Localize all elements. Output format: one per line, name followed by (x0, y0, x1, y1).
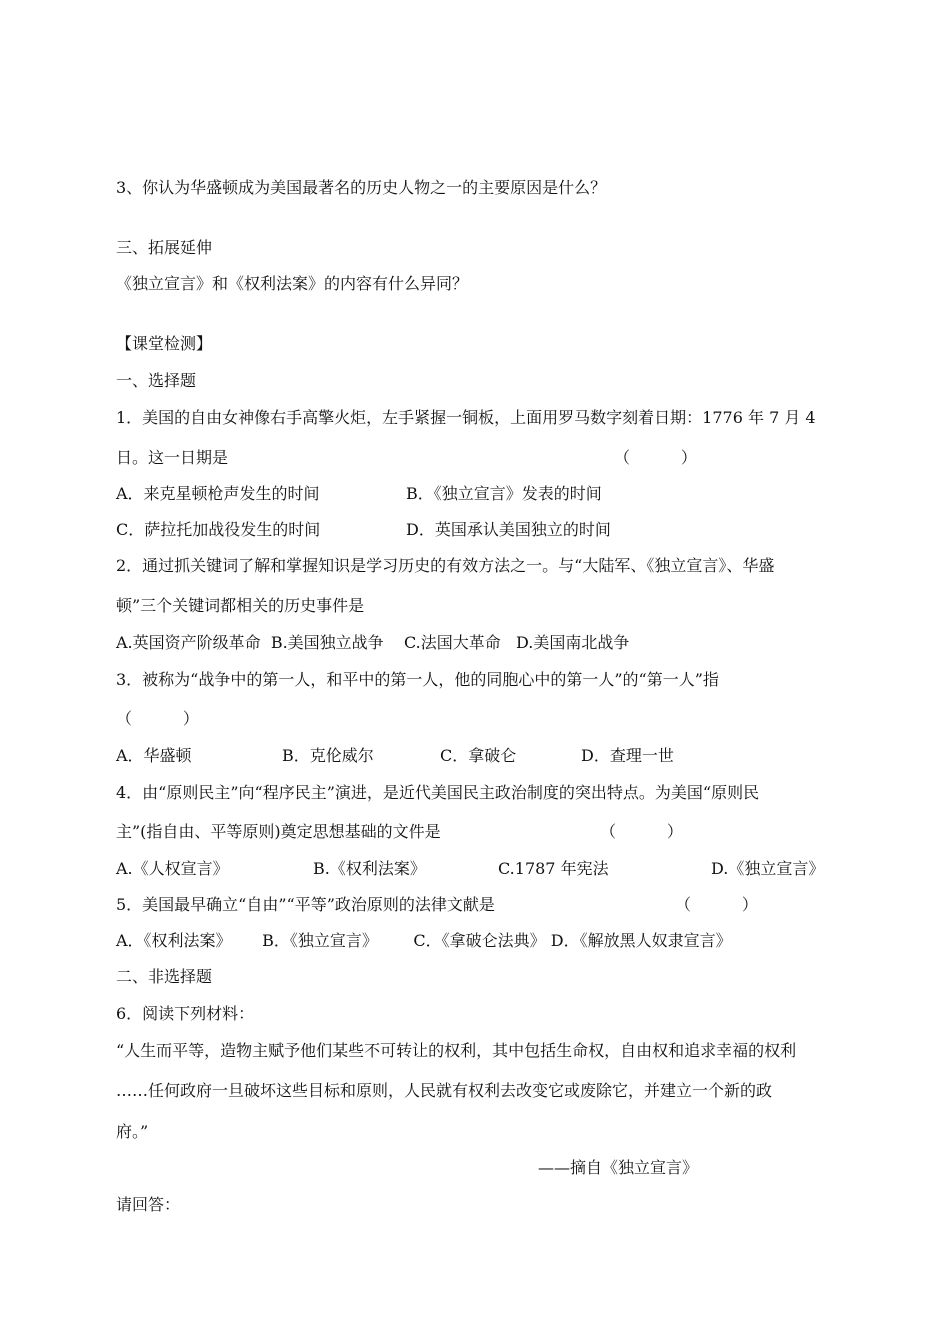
non-choice-section-heading: 二、非选择题 (116, 967, 213, 986)
q4-option-c: C.1787 年宪法 (498, 859, 609, 878)
q3-answer-blank: （ ） (116, 709, 199, 728)
q1-stem-line2: 日。这一日期是 (116, 448, 229, 467)
q3-option-c: C．拿破仑 (440, 746, 517, 765)
q4-option-a: A.《人权宣言》 (116, 859, 229, 878)
q4-stem-line1: 4．由“原则民主”向“程序民主”演进，是近代美国民主政治制度的突出特点。为美国“原则民 (116, 783, 760, 802)
q1-option-b: B．《独立宣言》发表的时间 (406, 484, 602, 503)
q5-stem: 5．美国最早确立“自由”“平等”政治原则的法律文献是 (116, 895, 495, 914)
q1-answer-blank: （ ） (614, 448, 697, 467)
q4-stem-line2: 主”(指自由、平等原则)奠定思想基础的文件是 (116, 822, 441, 841)
q1-option-d: D．英国承认美国独立的时间 (406, 520, 611, 539)
q1-option-a: A．来克星顿枪声发生的时间 (116, 484, 320, 503)
open-question-3: 3、你认为华盛顿成为美国最著名的历史人物之一的主要原因是什么？ (116, 178, 607, 197)
q4-option-b: B.《权利法案》 (313, 859, 426, 878)
q3-stem-line1: 3．被称为“战争中的第一人，和平中的第一人，他的同胞心中的第一人”的“第一人”指 (116, 670, 719, 689)
q5-answer-blank: （ ） (675, 895, 758, 914)
choice-section-heading: 一、选择题 (116, 371, 197, 390)
section-extension-heading: 三、拓展延伸 (116, 238, 213, 257)
q3-option-d: D．查理一世 (581, 746, 674, 765)
q2-options: A.英国资产阶级革命 B.美国独立战争 C.法国大革命 D.美国南北战争 (116, 633, 630, 652)
q6-quote-line1: “人生而平等，造物主赋予他们某些不可转让的权利，其中包括生命权，自由权和追求幸福的权利 (116, 1041, 797, 1060)
q6-quote-source: ——摘自《独立宣言》 (538, 1158, 699, 1177)
extension-question: 《独立宣言》和《权利法案》的内容有什么异同？ (116, 274, 469, 293)
q5-options: A．《权利法案》 B．《独立宣言》 C．《拿破仑法典》 D．《解放黑人奴隶宣言》 (116, 931, 732, 950)
q4-option-d: D.《独立宣言》 (711, 859, 825, 878)
q4-answer-blank: （ ） (600, 822, 683, 841)
q3-option-b: B．克伦威尔 (282, 746, 374, 765)
q6-quote-line3: 府。” (116, 1122, 149, 1141)
q1-stem-line1: 1．美国的自由女神像右手高擎火炬，左手紧握一铜板，上面用罗马数字刻着日期：1776 年 7 月 4 (116, 408, 816, 427)
q1-option-c: C．萨拉托加战役发生的时间 (116, 520, 321, 539)
q2-stem-line2: 顿”三个关键词都相关的历史事件是 (116, 596, 365, 615)
class-test-heading: 【课堂检测】 (116, 334, 213, 353)
q6-intro: 6．阅读下列材料： (116, 1004, 255, 1023)
q6-answer-prompt: 请回答： (116, 1195, 181, 1214)
q6-quote-line2: ……任何政府一旦破坏这些目标和原则，人民就有权利去改变它或废除它，并建立一个新的政 (116, 1081, 773, 1100)
q3-option-a: A．华盛顿 (116, 746, 192, 765)
q2-stem-line1: 2．通过抓关键词了解和掌握知识是学习历史的有效方法之一。与“大陆军、《独立宣言》、华盛 (116, 556, 775, 575)
